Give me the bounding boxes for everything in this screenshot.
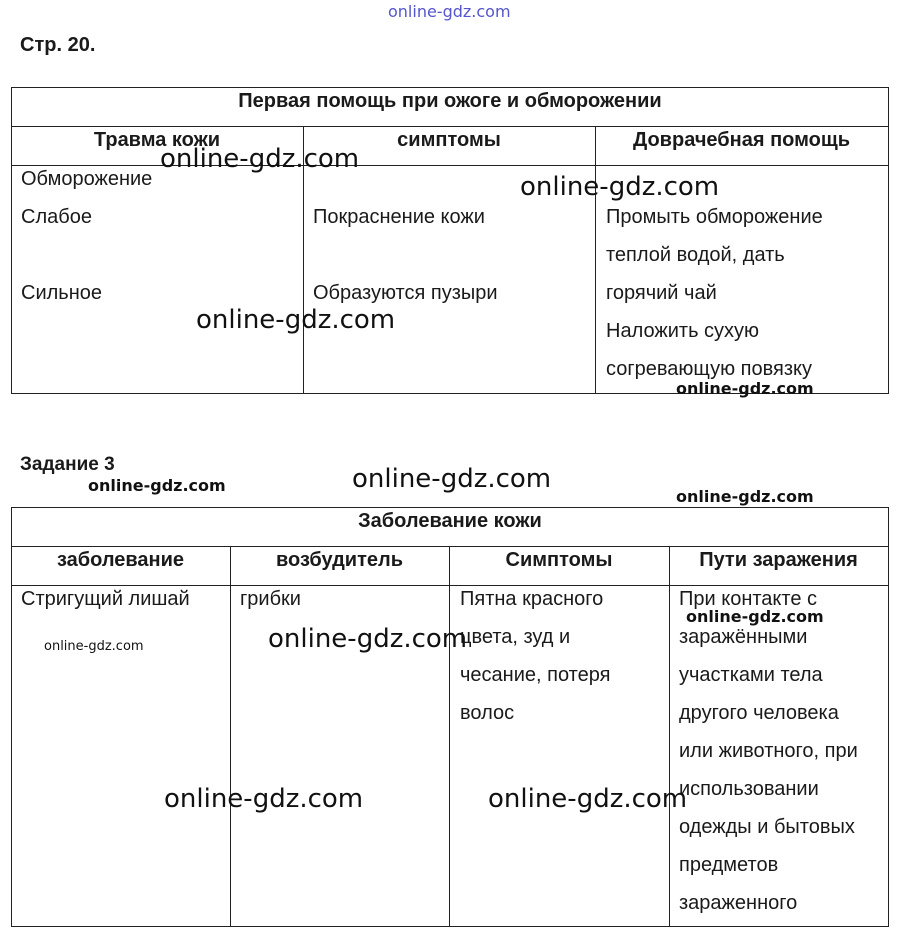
watermark: online-gdz.com: [160, 144, 360, 174]
site-header-watermark: online-gdz.com: [388, 2, 511, 21]
task-label: Задание 3: [20, 454, 115, 475]
watermark: online-gdz.com: [352, 464, 552, 494]
table1-header-first-aid: Доврачебная помощь: [632, 129, 851, 151]
table1-title: Первая помощь при ожоге и обморожении: [238, 90, 662, 112]
table1-severe-symptom: Образуются пузыри: [313, 282, 498, 304]
table1-header-symptoms: симптомы: [397, 129, 501, 151]
table1-frostbite-label: Обморожение: [21, 168, 153, 190]
table2-disease: Стригущий лишай: [21, 588, 190, 610]
table1-header-injury: Травма кожи: [93, 129, 221, 151]
table1-severe-aid: Наложить сухую согревающую повязку: [606, 320, 812, 380]
watermark: online-gdz.com: [164, 784, 364, 814]
table2-header-symptoms: Симптомы: [505, 549, 613, 571]
table1-severe-label: Сильное: [21, 282, 102, 304]
table1-mild-label: Слабое: [21, 206, 92, 228]
table2-transmission: При контакте с заражёнными участками тела другого человека или животного, при использовании одежды и бытовых предметов зараженного: [679, 588, 858, 914]
watermark: online-gdz.com: [676, 487, 814, 506]
table2-symptoms: Пятна красного цвета, зуд и чесание, потеря волос: [460, 588, 611, 724]
watermark: online-gdz.com: [520, 172, 720, 202]
table1-mild-aid: Промыть обморожение теплой водой, дать горячий чай: [606, 206, 823, 304]
table2-header-pathogen: возбудитель: [275, 549, 404, 571]
watermark: online-gdz.com: [88, 476, 226, 495]
watermark: online-gdz.com: [686, 607, 824, 626]
watermark: online-gdz.com: [488, 784, 688, 814]
table2-header-transmission: Пути заражения: [699, 549, 858, 571]
table2-header-disease: заболевание: [56, 549, 185, 571]
table2-title: Заболевание кожи: [358, 510, 542, 532]
watermark: online-gdz.com: [268, 624, 468, 654]
table1-mild-symptom: Покраснение кожи: [313, 206, 485, 228]
page-label: Стр. 20.: [20, 34, 96, 56]
watermark: online-gdz.com: [44, 639, 144, 654]
watermark: online-gdz.com: [676, 379, 814, 398]
watermark: online-gdz.com: [196, 305, 396, 335]
table2-pathogen: грибки: [240, 588, 301, 610]
